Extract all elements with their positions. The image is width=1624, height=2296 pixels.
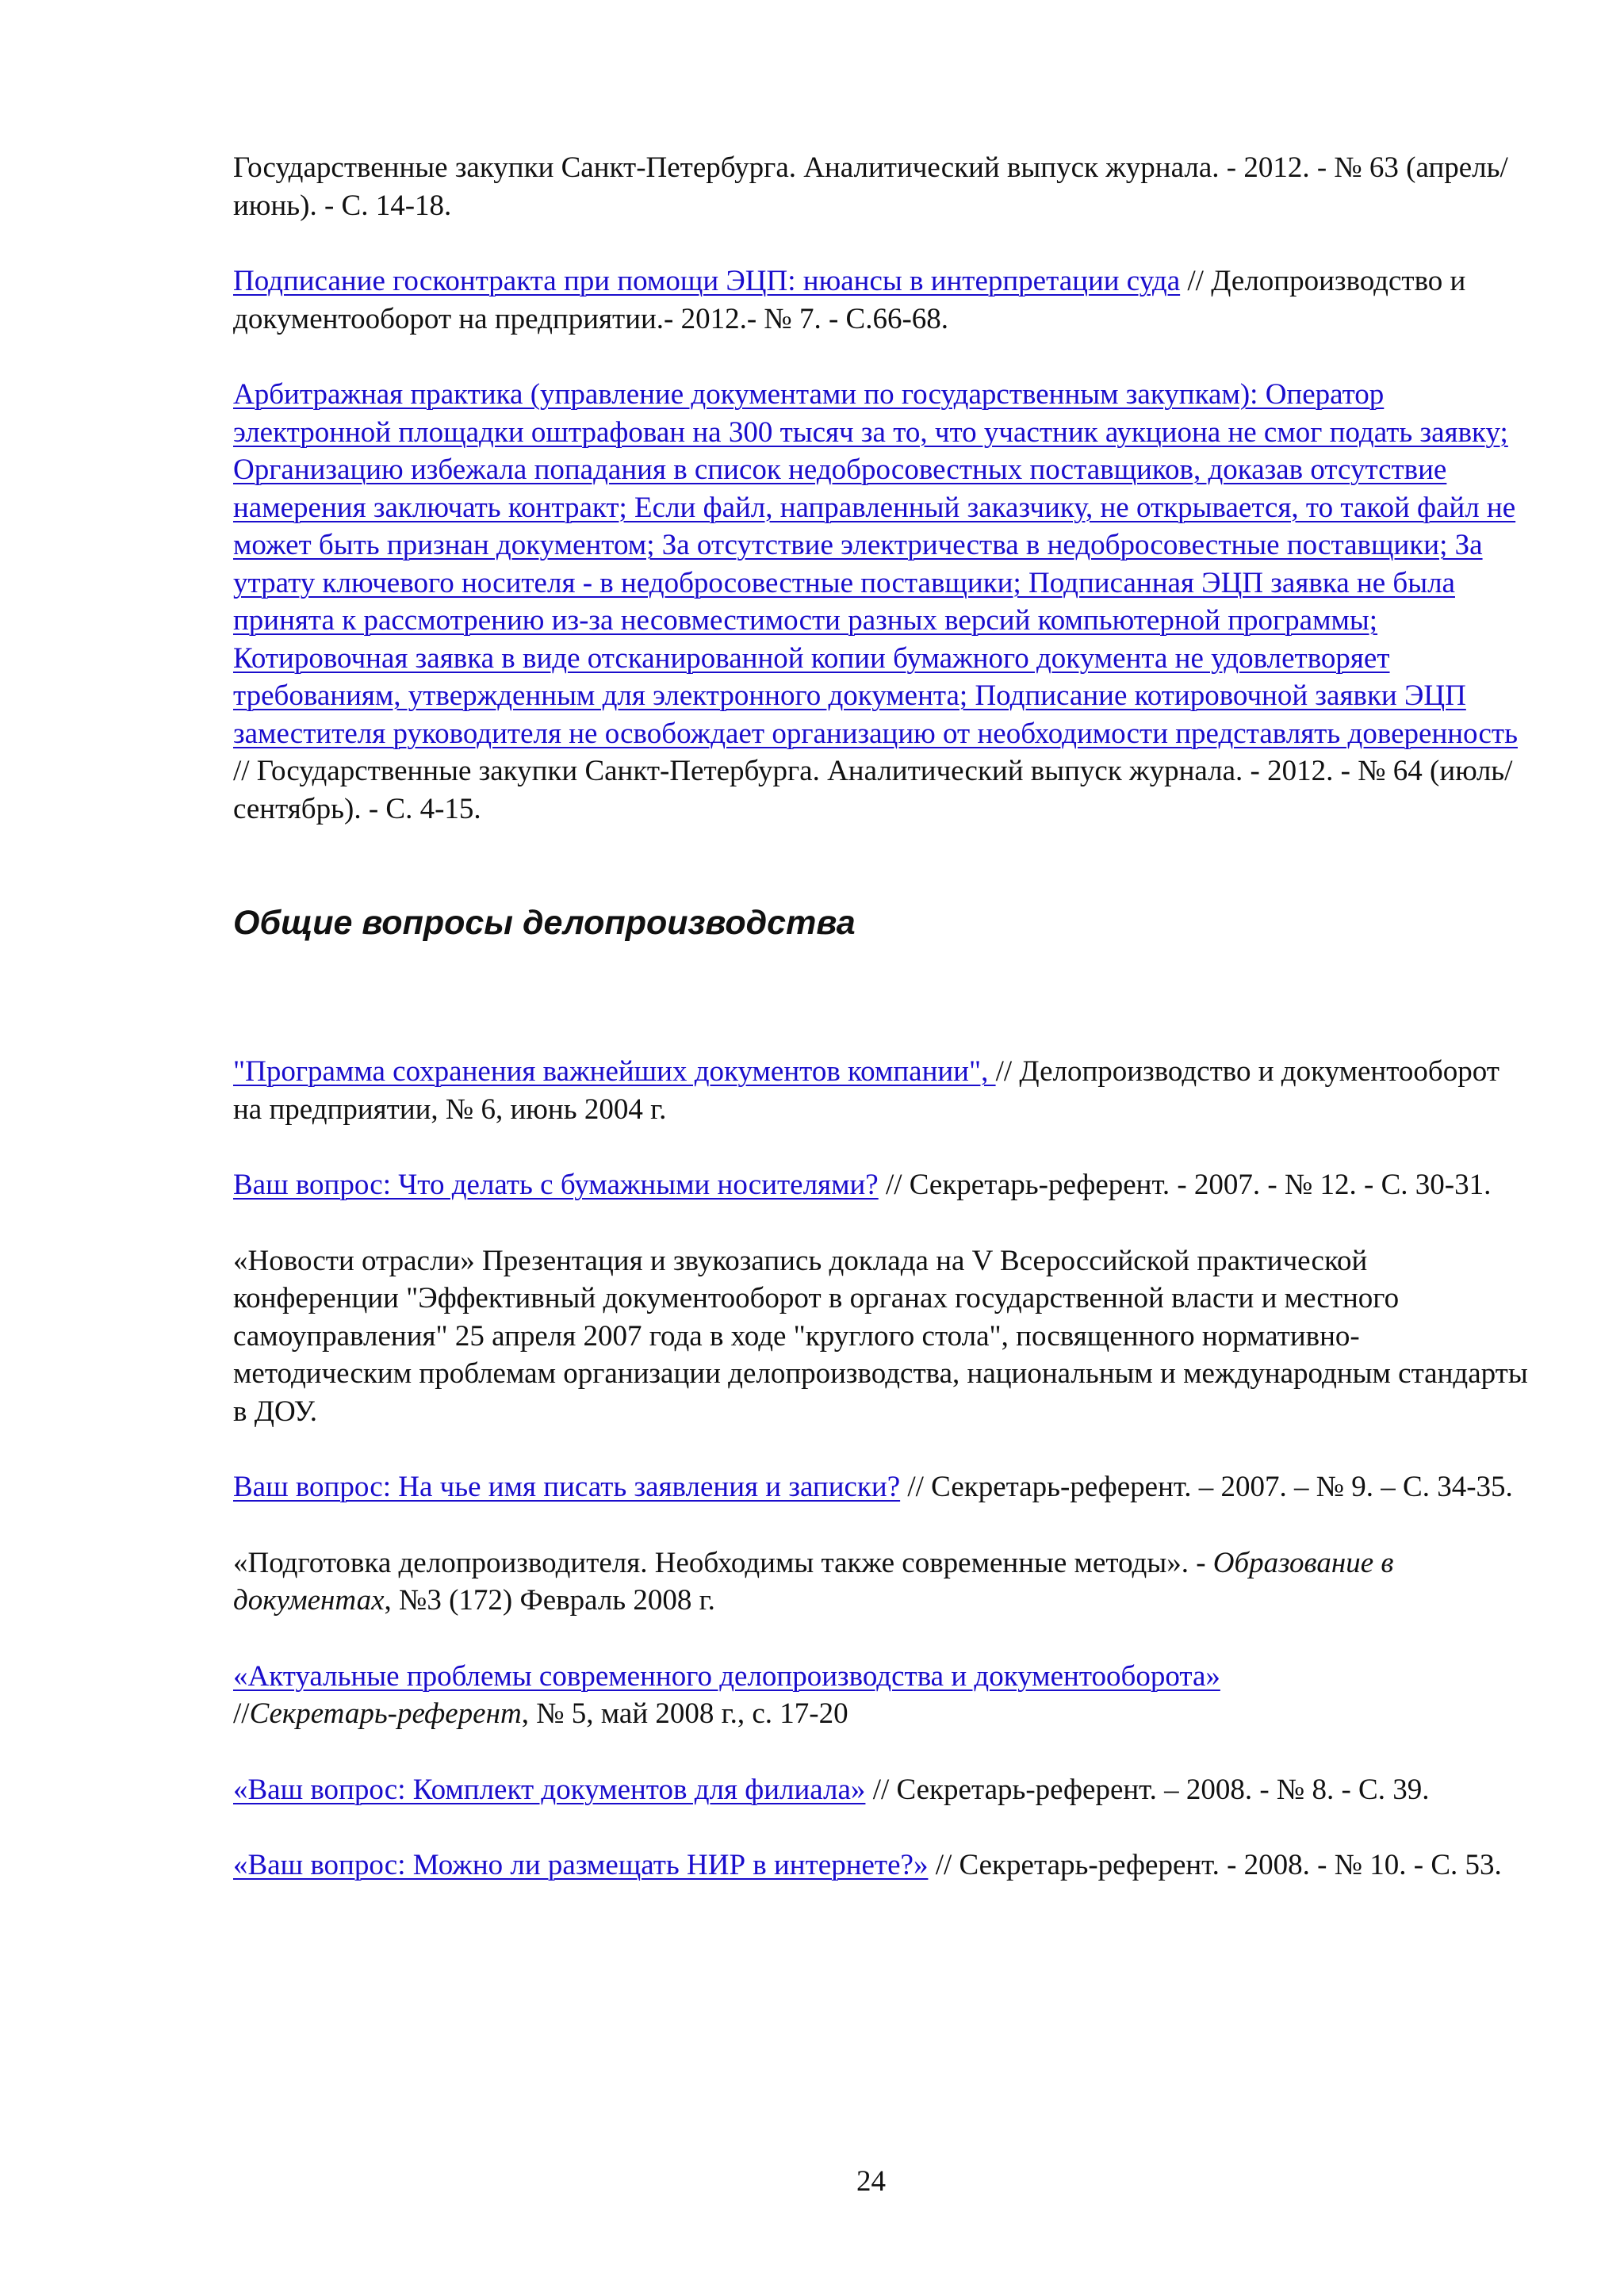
entry-text: // Делопроизводство и документооборот на предприятии, № 6, июнь 2004 г. xyxy=(233,1055,1500,1126)
entry-text: Государственные закупки Санкт-Петербурга. Аналитический выпуск журнала. - 2012. - № 63 (апрель/июнь). - С. 14-18. xyxy=(233,151,1508,222)
entry-text: «Новости отрасли» Презентация и звукозапись доклада на V Всероссийской практической конференции "Эффективный документооборот в органах государственной власти и местного самоуправления" 25 апреля 2007 года в ходе "круглого стола", посвященного нормативно-методическим проблемам организации делопроизводства, национальным и международным стандарты в ДОУ. xyxy=(233,1244,1528,1428)
entry-text: // Секретарь-референт. - 2007. - № 12. - С. 30-31. xyxy=(878,1169,1492,1201)
section-heading: Общие вопросы делопроизводства xyxy=(233,904,856,942)
bibliography-entry xyxy=(233,149,1534,224)
entry-link[interactable]: «Ваш вопрос: Комплект документов для филиала» xyxy=(233,1773,866,1806)
bibliography-entry xyxy=(233,262,1534,338)
entry-text: // Секретарь-референт. - 2008. - № 10. - С. 53. xyxy=(928,1849,1502,1881)
bibliography-entry xyxy=(233,1846,1534,1885)
entry-link[interactable]: «Актуальные проблемы современного делопроизводства и документооборота» xyxy=(233,1659,1220,1693)
entry-text: // Секретарь-референт. – 2007. – № 9. – С. 34-35. xyxy=(900,1471,1513,1503)
journal-title: Секретарь-референт xyxy=(249,1697,522,1730)
heading-spacer xyxy=(233,943,1534,1053)
entry-link[interactable]: Арбитражная практика (управление документами по государственным закупкам): Оператор электронной площадки оштрафован на 300 тысяч за то, что участник аукциона не смог подать заявку; Организацию избежала попадания в список недобросовестных поставщиков, доказав отсутствие намерения заключать контракт; Если файл, направленный заказчику, не открывается, то такой файл не может быть признан документом; За отсутствие электричества в недобросовестные поставщики; За утрату ключевого носителя - в недобросовестные поставщики; Подписанная ЭЦП заявка не была принята к рассмотрению из-за несовместимости разных версий компьютерной программы; Котировочная заявка в виде отсканированной копии бумажного документа не удовлетворяет требованиям, утвержденным для электронного документа; Подписание котировочной заявки ЭЦП заместителя руководителя не освобождает организацию от необходимости представлять доверенность xyxy=(233,378,1518,750)
bibliography-entry xyxy=(233,1544,1534,1620)
bibliography-entry xyxy=(233,1166,1534,1204)
entry-link[interactable]: Ваш вопрос: Что делать с бумажными носителями? xyxy=(233,1169,879,1201)
bibliography-entry xyxy=(233,1053,1534,1128)
bibliography-entry xyxy=(233,1468,1534,1506)
entry-text: // Государственные закупки Санкт-Петербурга. Аналитический выпуск журнала. - 2012. - № 64 (июль/сентябрь). - С. 4-15. xyxy=(233,755,1513,825)
entry-link[interactable]: «Ваш вопрос: Можно ли размещать НИР в интернете?» xyxy=(233,1849,929,1881)
journal-title: Образование в документах xyxy=(233,1546,1394,1617)
page-number: 24 xyxy=(856,2165,886,2198)
entry-text: , № 5, май 2008 г., с. 17-20 xyxy=(521,1697,848,1730)
entry-text: «Подготовка делопроизводителя. Необходимы также современные методы». - xyxy=(233,1546,1213,1579)
page-content xyxy=(233,149,1534,1923)
entry-text: // Секретарь-референт. – 2008. - № 8. - С. 39. xyxy=(865,1773,1430,1806)
entry-link[interactable]: Ваш вопрос: На чье имя писать заявления и записки? xyxy=(233,1471,901,1503)
bibliography-entry xyxy=(233,376,1534,828)
entry-link[interactable]: Подписание госконтракта при помощи ЭЦП: нюансы в интерпретации суда xyxy=(233,265,1181,297)
entry-text: , №3 (172) Февраль 2008 г. xyxy=(384,1584,715,1617)
bibliography-entry xyxy=(233,1242,1534,1431)
bibliography-entry xyxy=(233,1771,1534,1809)
entry-text: // xyxy=(233,1697,250,1730)
entry-link[interactable]: "Программа сохранения важнейших документов компании", xyxy=(233,1055,996,1088)
entry-text: // Делопроизводство и документооборот на предприятии.- 2012.- № 7. - С.66-68. xyxy=(233,265,1466,335)
bibliography-entry xyxy=(233,1658,1534,1733)
